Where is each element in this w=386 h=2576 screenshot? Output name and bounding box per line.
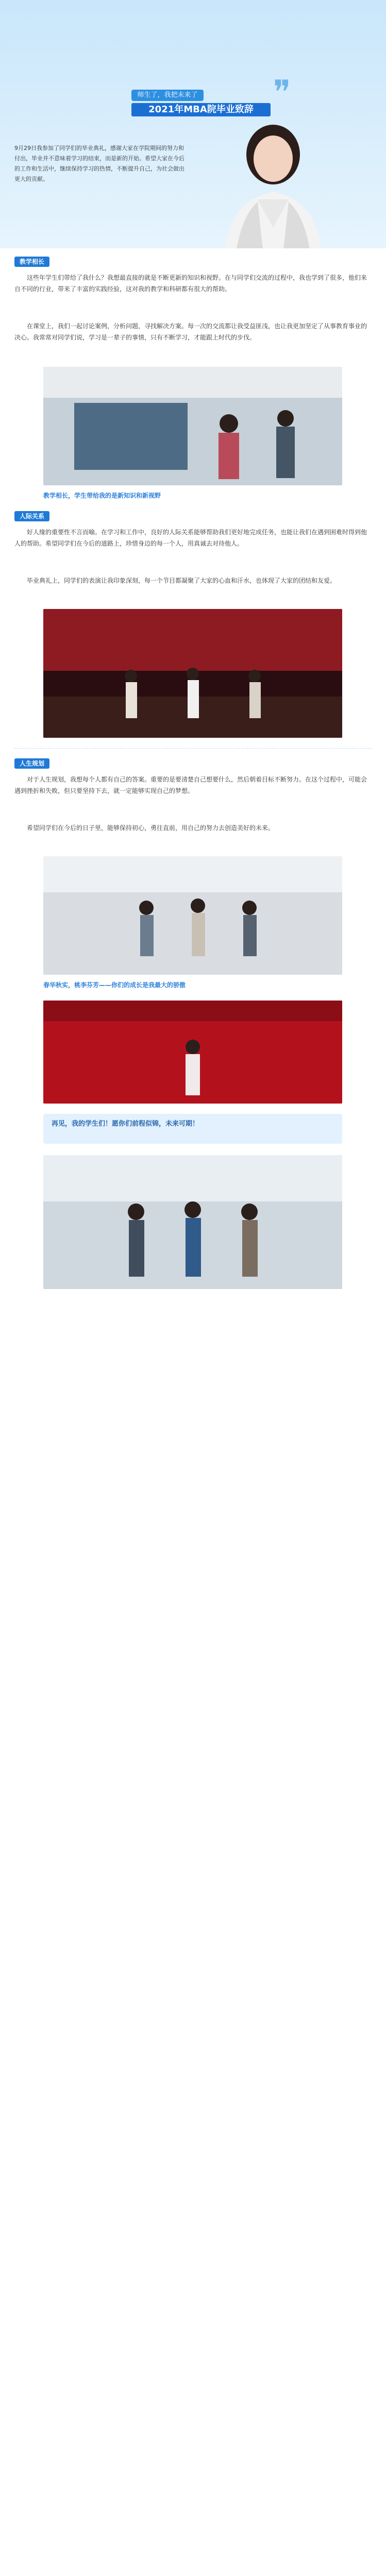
section-head-relations: 人际关系 (14, 511, 49, 521)
section-head-teaching: 教学相长 (14, 257, 49, 267)
photo-caption: 春华秋实，桃李芬芳——你们的成长是我最大的骄傲 (43, 981, 186, 989)
paragraph: 这些年学生们带给了我什么？我想最直接的就是不断更新的知识和视野。在与同学们交流的过程中，我也学到了很多，他们来自不同的行业，带来了丰富的实践经验，这对我的教学和科研都有很大的帮助。 (14, 274, 367, 293)
group-photo (43, 1155, 342, 1289)
hero-title: 2021年MBA院毕业致辞 (131, 103, 271, 116)
classroom-photo (43, 367, 342, 485)
hero-tag: 师生了，我把未来了 (131, 90, 204, 101)
divider (14, 748, 372, 749)
teacher-portrait (204, 114, 343, 264)
stage-photo (43, 609, 342, 738)
outro-text: 再见，我的学生们！愿你们前程似锦，未来可期！ (52, 1120, 199, 1128)
hero-intro: 9月29日我参加了同学们的毕业典礼，感谢大家在学院期间的努力和付出，毕业并不意味着学习的结束，而是新的开始。希望大家在今后的工作和生活中，继续保持学习的热情，不断提升自己，为社会做出更大的贡献。 (14, 145, 184, 182)
paragraph: 毕业典礼上，同学们的表演让我印象深刻，每一个节目都凝聚了大家的心血和汗水，也体现了大家的团结和友爱。 (27, 577, 337, 584)
ceremony-photo (43, 856, 342, 975)
article-content (0, 248, 386, 2576)
quote-mark-icon: ❞ (273, 74, 291, 112)
photo-caption: 教学相长，学生带给我的是新知识和新视野 (43, 492, 161, 499)
paragraph: 对于人生规划，我想每个人都有自己的答案。重要的是要清楚自己想要什么，然后朝着目标不断努力。在这个过程中，可能会遇到挫折和失败，但只要坚持下去，就一定能够实现自己的梦想。 (14, 776, 367, 794)
section-head-planning: 人生规划 (14, 758, 49, 769)
paragraph: 希望同学们在今后的日子里，能够保持初心，勇往直前，用自己的努力去创造美好的未来。 (27, 824, 275, 832)
paragraph: 在课堂上，我们一起讨论案例，分析问题，寻找解决方案。每一次的交流都让我受益匪浅，也让我更加坚定了从事教育事业的决心。我常常对同学们说，学习是一辈子的事情，只有不断学习，才能跟上时代的步伐。 (14, 323, 367, 341)
outro-box (43, 1114, 342, 1144)
hero-banner (0, 0, 386, 248)
paragraph: 好人缘的重要性不言而喻。在学习和工作中，良好的人际关系能够帮助我们更好地完成任务，也能让我们在遇到困难时得到他人的帮助。希望同学们在今后的道路上，珍惜身边的每一个人，用真诚去对待他人。 (14, 529, 367, 547)
award-photo (43, 1001, 342, 1104)
